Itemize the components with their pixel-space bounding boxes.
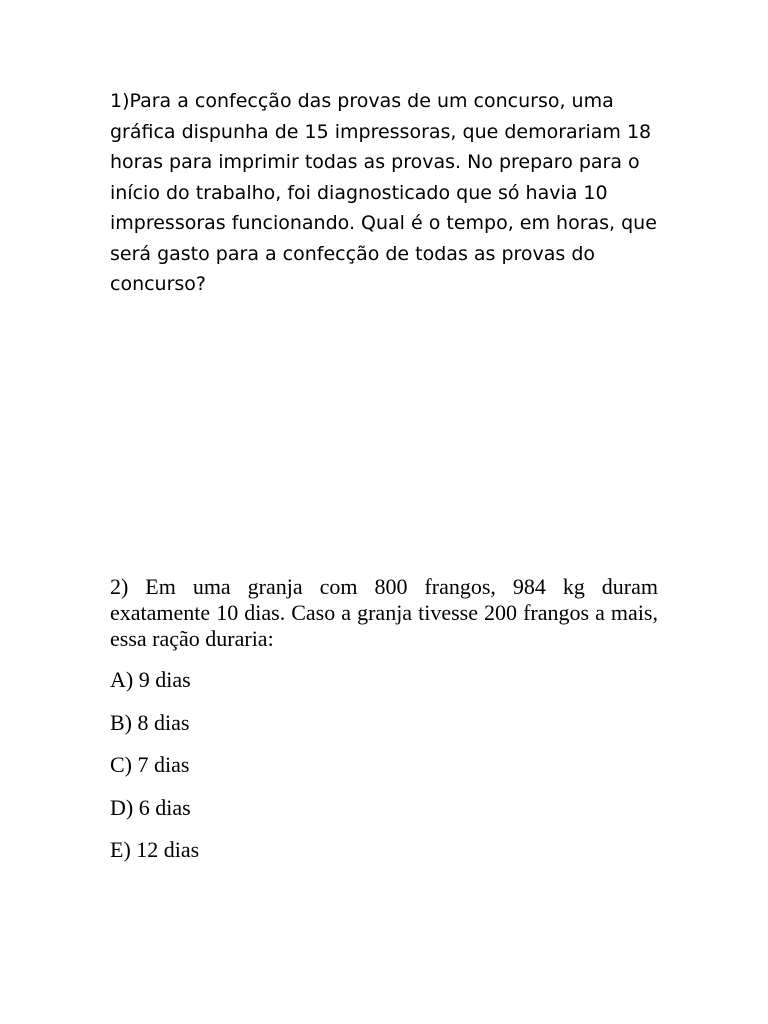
option-d: D) 6 dias	[110, 794, 191, 820]
option-a: A) 9 dias	[110, 667, 191, 692]
option-b: B) 8 dias	[110, 709, 190, 735]
option-c: C) 7 dias	[110, 752, 190, 777]
question-1-text: 1)Para a confecção das provas de um concurso, uma gráfica dispunha de 15 impressoras, que demorariam 18 horas para imprimir todas as provas. No preparo para o início do trabalho, foi diagnosticado que só havia 10 impressoras funcionando. Qual é o tempo, em horas, que será gasto para a confecção de todas as provas do concurso?	[110, 90, 657, 295]
question-2	[110, 574, 658, 880]
question-2-text: 2) Em uma granja com 800 frangos, 984 kg duram exatamente 10 dias. Caso a granja tivesse 200 frangos a mais, essa ração duraria:	[110, 574, 658, 651]
question-2-options	[110, 667, 658, 880]
option-e: E) 12 dias	[110, 837, 200, 862]
